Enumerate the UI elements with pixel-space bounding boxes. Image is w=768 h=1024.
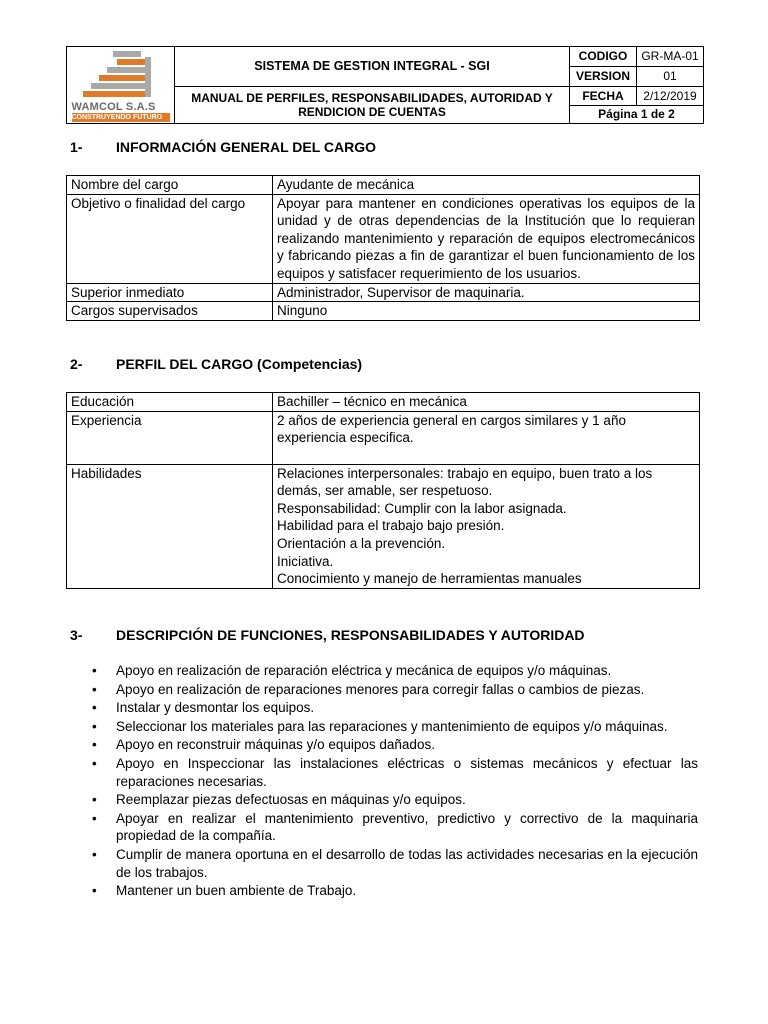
section-3-heading <box>70 627 585 643</box>
row-value: Apoyar para mantener en condiciones operativas los equipos de la unidad y de otras dependencias de la Institución que lo requieran realizando mantenimiento y reparación de equipos electromecánicos y fabricando piezas a fin de garantizar el buen funcionamiento de los equipos y satisfacer requerimiento de los usuarios. <box>273 194 700 283</box>
system-title: SISTEMA DE GESTION INTEGRAL - SGI <box>175 47 570 87</box>
list-item-text: Apoyar en realizar el mantenimiento preventivo, predictivo y correctivo de la maquinaria propiedad de la compañía. <box>116 810 698 844</box>
list-item-text: Cumplir de manera oportuna en el desarrollo de todas las actividades necesarias en la ejecución de los trabajos. <box>116 846 698 880</box>
section-2-number: 2- <box>70 356 83 372</box>
row-label: Superior inmediato <box>67 283 273 302</box>
version-label: VERSION <box>570 67 637 87</box>
list-item <box>92 791 698 809</box>
bullet-icon: • <box>92 737 97 753</box>
bullet-icon: • <box>92 700 97 716</box>
table-row <box>67 411 700 464</box>
list-item-text: Apoyo en reconstruir máquinas y/o equipos dañados. <box>116 737 435 753</box>
codigo-label: CODIGO <box>570 47 637 67</box>
bullet-icon: • <box>92 792 97 808</box>
row-value: Ayudante de mecánica <box>273 176 700 195</box>
section-3-title: DESCRIPCIÓN DE FUNCIONES, RESPONSABILIDADES Y AUTORIDAD <box>116 627 585 643</box>
row-value: Administrador, Supervisor de maquinaria. <box>273 283 700 302</box>
list-item <box>92 846 698 881</box>
section-1-title: INFORMACIÓN GENERAL DEL CARGO <box>116 139 377 155</box>
bullet-icon: • <box>92 755 97 771</box>
table-row <box>67 393 700 412</box>
skill-line: Habilidad para el trabajo bajo presión. <box>277 518 505 534</box>
list-item-text: Mantener un buen ambiente de Trabajo. <box>116 883 357 899</box>
row-value <box>273 464 700 588</box>
company-logo <box>69 47 173 123</box>
list-item <box>92 699 698 717</box>
list-item <box>92 882 698 900</box>
table-row <box>67 283 700 302</box>
list-item <box>92 662 698 680</box>
general-info-table <box>66 175 700 321</box>
company-slogan: CONSTRUYENDO FUTURO <box>72 113 170 122</box>
row-label: Cargos supervisados <box>67 302 273 321</box>
skill-line: Orientación a la prevención. <box>277 535 446 551</box>
bullet-icon: • <box>92 663 97 678</box>
row-value: 2 años de experiencia general en cargos similares y 1 año experiencia especifica. <box>273 411 700 464</box>
bullet-icon: • <box>92 810 97 826</box>
row-label: Habilidades <box>67 464 273 588</box>
row-value: Ninguno <box>273 302 700 321</box>
list-item-text: Seleccionar los materiales para las reparaciones y mantenimiento de equipos y/o máquinas. <box>116 718 668 734</box>
section-3-number: 3- <box>70 627 83 643</box>
list-item-text: Reemplazar piezas defectuosas en máquinas y/o equipos. <box>116 792 466 808</box>
table-row <box>67 302 700 321</box>
document-header <box>66 46 704 124</box>
list-item <box>92 681 698 699</box>
table-row <box>67 464 700 588</box>
skill-line: Conocimiento y manejo de herramientas manuales <box>277 571 582 587</box>
row-label: Nombre del cargo <box>67 176 273 195</box>
section-2-title: PERFIL DEL CARGO (Competencias) <box>116 356 363 372</box>
bullet-icon: • <box>92 883 97 899</box>
company-logo-cell <box>67 47 175 124</box>
skill-line: Iniciativa. <box>277 553 334 569</box>
list-item-text: Apoyo en Inspeccionar las instalaciones eléctricas o sistemas mecánicos y efectuar las reparaciones necesarias. <box>116 755 698 789</box>
fecha-label: FECHA <box>570 87 637 106</box>
row-value: Bachiller – técnico en mecánica <box>273 393 700 412</box>
list-item <box>92 810 698 845</box>
page-number: Página 1 de 2 <box>570 106 704 124</box>
functions-list <box>92 662 698 901</box>
bullet-icon: • <box>92 846 97 862</box>
codigo-value: GR-MA-01 <box>637 47 704 67</box>
row-label: Educación <box>67 393 273 412</box>
section-2-heading <box>70 356 362 372</box>
fecha-value: 2/12/2019 <box>637 87 704 106</box>
table-row <box>67 194 700 283</box>
list-item-text: Apoyo en realización de reparaciones menores para corregir fallas o cambios de piezas. <box>116 681 645 697</box>
skill-line: Relaciones interpersonales: trabajo en equipo, buen trato a los demás, ser amable, ser respetuoso. <box>277 465 653 499</box>
list-item <box>92 736 698 754</box>
list-item-text: Instalar y desmontar los equipos. <box>116 700 315 716</box>
bullet-icon: • <box>92 681 97 697</box>
list-item <box>92 718 698 736</box>
skill-line: Responsabilidad: Cumplir con la labor asignada. <box>277 500 567 516</box>
row-label: Objetivo o finalidad del cargo <box>67 194 273 283</box>
list-item <box>92 755 698 790</box>
manual-title: MANUAL DE PERFILES, RESPONSABILIDADES, AUTORIDAD Y RENDICION DE CUENTAS <box>175 87 570 124</box>
version-value: 01 <box>637 67 704 87</box>
section-1-heading <box>70 139 376 155</box>
company-name: WAMCOL S.A.S <box>71 101 156 113</box>
row-label: Experiencia <box>67 411 273 464</box>
bullet-icon: • <box>92 718 97 734</box>
table-row <box>67 176 700 195</box>
section-1-number: 1- <box>70 139 83 155</box>
profile-table <box>66 392 700 589</box>
list-item-text: Apoyo en realización de reparación eléctrica y mecánica de equipos y/o máquinas. <box>116 663 612 678</box>
